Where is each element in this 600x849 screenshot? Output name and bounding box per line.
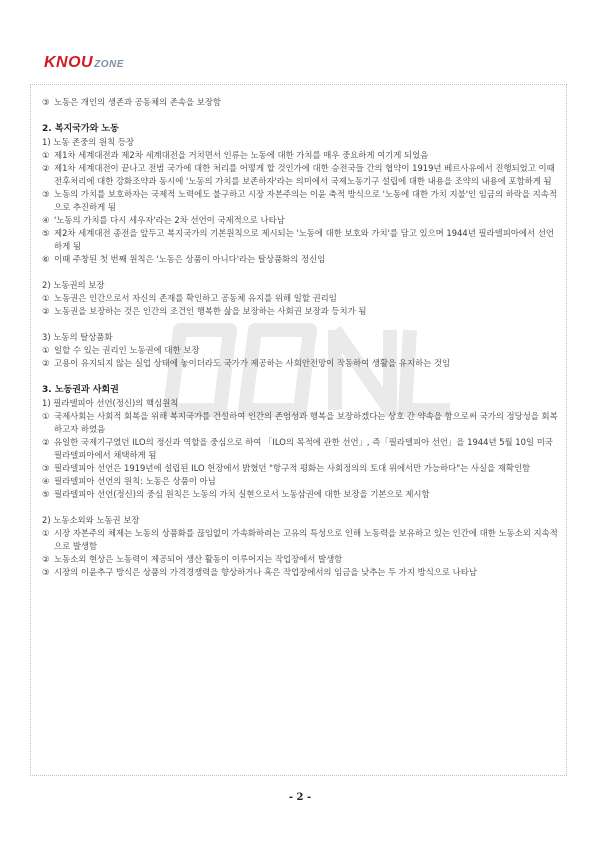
item-text: 노동은 개인의 생존과 공동체의 존속을 보장함 [54,97,222,107]
list-item [42,149,558,162]
subsection-heading: 2) 노동권의 보장 [42,280,105,290]
item-text: 필라델피아 선언의 원칙: 노동은 상품이 아님 [54,476,216,486]
list-item [42,475,558,488]
item-number: ④ [42,476,50,486]
item-number: ① [42,150,50,160]
item-number: ③ [42,97,50,107]
item-number: ② [42,437,50,447]
item-text: 국제사회는 사회적 회복을 위해 복지국가를 건설하여 인간의 존엄성과 행복을 보장하겠다는 상호 간 약속을 함으로써 국가의 정당성을 회복하고자 하였음 [54,411,558,434]
item-number: ③ [42,463,50,473]
item-number: ④ [42,215,50,225]
item-number: ⑤ [42,489,50,499]
item-number: ⑤ [42,228,50,238]
list-item [42,527,558,553]
item-number: ⑥ [42,254,50,264]
item-text: 필라델피아 선언은 1919년에 설립된 ILO 헌장에서 밝혔던 "항구적 평화는 사회정의의 토대 위에서만 가능하다"는 사실을 재확인함 [54,463,531,473]
page-number: - 2 - [288,792,312,803]
item-number: ② [42,306,50,316]
item-text: 시장 자본주의 체제는 노동의 상품화를 끊임없이 가속화하려는 고유의 특성으로 인해 노동력을 보유하고 있는 인간에 대한 노동소외 지속적으로 발생함 [54,528,558,551]
item-text: 시장의 이윤추구 방식은 상품의 가격경쟁력을 향상하거나 혹은 작업장에서의 임금을 낮추는 두 가지 방식으로 나타남 [54,567,477,577]
logo-sub-text: ZONE [94,59,124,70]
item-number: ② [42,358,50,368]
item-number: ③ [42,567,50,577]
list-item [42,227,558,253]
item-number: ① [42,411,50,421]
list-item [42,253,558,266]
subsection-heading: 2) 노동소외와 노동권 보장 [42,515,140,525]
item-number: ② [42,163,50,173]
item-text: '노동의 가치를 다시 세우자'라는 2차 선언이 국제적으로 나타남 [54,215,285,225]
item-text: 유일한 국제기구였던 ILO의 정신과 역할을 중심으로 하여 「ILO의 목적에 관한 선언」, 즉「필라델피아 선언」을 1944년 5월 10일 미국 필라델피아에서 채택하게 됨 [54,437,553,460]
list-item [42,410,558,436]
item-text: 제1차 세계대전과 제2차 세계대전을 거치면서 인류는 노동에 대한 가치를 매우 중요하게 여기게 되었음 [54,150,429,160]
list-item [42,553,558,566]
item-text: 노동권을 보장하는 것은 인간의 조건인 행복한 삶을 보장하는 사회권 보장과 등치가 됨 [54,306,367,316]
item-number: ① [42,528,50,538]
logo-main-text: KNOU [44,54,94,71]
list-item [42,357,558,370]
item-text: 노동권은 인간으로서 자신의 존재를 확인하고 공동체 유지를 위해 일할 권리임 [54,293,337,303]
list-item [42,188,558,214]
item-number: ③ [42,189,50,199]
list-item [42,462,558,475]
list-item [42,96,558,109]
item-number: ② [42,554,50,564]
item-text: 제1차 세계대전이 끝나고 전범 국가에 대한 처리를 어떻게 할 것인가에 대한 승전국들 간의 협약이 1919년 베르사유에서 진행되었고 이때 전후처리에 대한 강화조약과 동시에 '노동의 가치를 보존하자'라는 의미에서 국제노동기구 설립에 대한 내용을 조약의 내용에 포함하게 됨 [54,163,555,186]
subsection-heading: 1) 노동 존중의 원칙 등장 [42,137,135,147]
item-text: 노동의 가치를 보호하자는 국제적 노력에도 불구하고 시장 자본주의는 이윤 축적 방식으로 '노동에 대한 가치 지불'인 임금의 하락을 지속적으로 추진하게 됨 [54,189,557,212]
subsection-heading: 1) 필라델피아 선언(정신)의 핵심원칙 [42,398,179,408]
list-item [42,436,558,462]
item-text: 일할 수 있는 권리인 노동권에 대한 보장 [54,345,200,355]
list-item [42,214,558,227]
item-text: 고용이 유지되지 않는 실업 상태에 놓이더라도 국가가 제공하는 사회안전망이 작동하여 생활을 유지하는 것임 [54,358,451,368]
list-item [42,305,558,318]
list-item [42,344,558,357]
document-body [42,96,558,579]
list-item [42,292,558,305]
list-item [42,162,558,188]
knouzone-logo [44,50,124,72]
list-item [42,488,558,501]
item-number: ① [42,345,50,355]
item-text: 이때 주창된 첫 번째 원칙은 '노동은 상품이 아니다'라는 탈상품화의 정신임 [54,254,326,264]
section-heading: 2. 복지국가와 노동 [42,124,119,134]
item-text: 노동소외 현상은 노동력이 제공되어 생산 활동이 이루어지는 작업장에서 발생함 [54,554,343,564]
section-heading: 3. 노동권과 사회권 [42,385,119,395]
subsection-heading: 3) 노동의 탈상품화 [42,332,113,342]
item-text: 제2차 세계대전 종전을 앞두고 복지국가의 기본원칙으로 제시되는 '노동에 대한 보호와 가치'를 담고 있으며 1944년 필라델피아에서 선언하게 됨 [54,228,554,251]
item-text: 필라델피아 선언(정신)의 중심 원칙은 노동의 가치 실현으로서 노동삼권에 대한 보장을 기본으로 제시함 [54,489,430,499]
list-item [42,566,558,579]
item-number: ① [42,293,50,303]
